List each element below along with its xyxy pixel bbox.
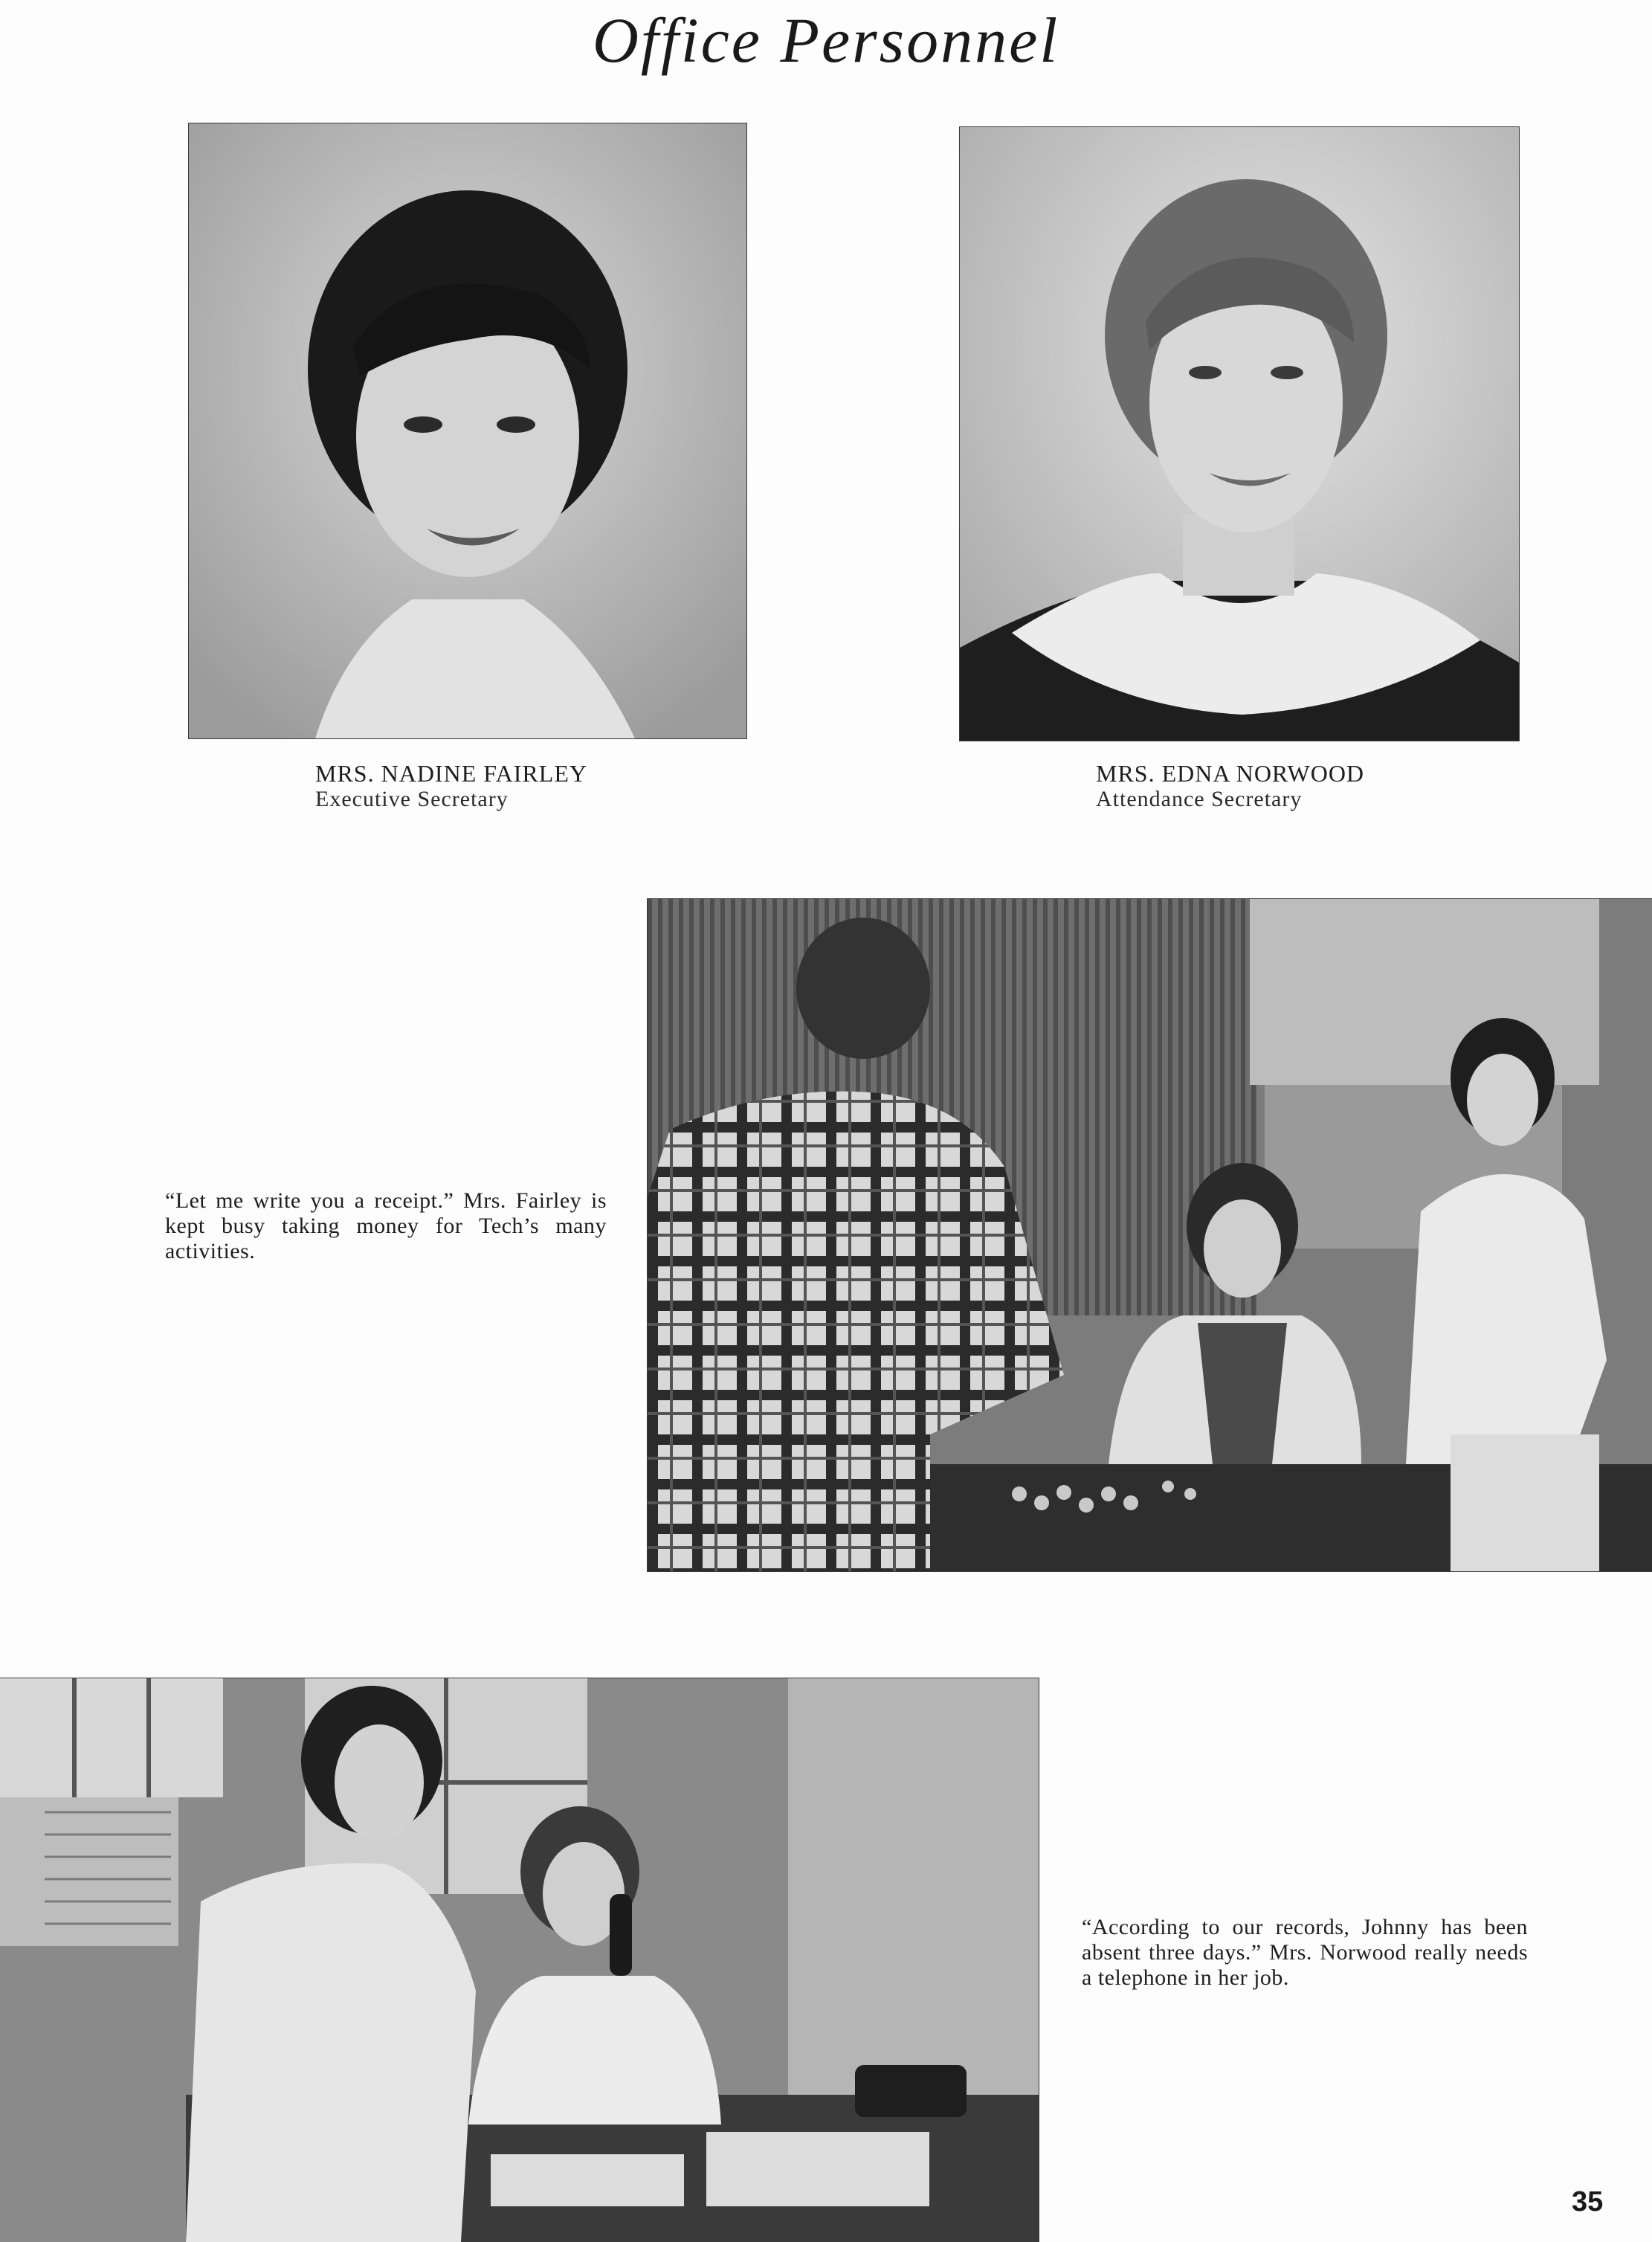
portrait-name: MRS. EDNA NORWOOD: [1096, 760, 1365, 787]
candid-photo-receipt: [647, 898, 1652, 1572]
portrait-photo-norwood: [959, 126, 1520, 741]
portrait-role: Attendance Secretary: [1096, 787, 1303, 811]
portrait-caption-norwood: [1096, 760, 1512, 812]
page-title: Office Personnel: [592, 4, 1060, 76]
page-number: 35: [1572, 2186, 1604, 2217]
candid-caption-receipt: “Let me write you a receipt.” Mrs. Fairley is kept busy taking money for Tech’s many activities.: [165, 1188, 607, 1263]
portrait-role: Executive Secretary: [315, 787, 509, 811]
portrait-caption-fairley: [315, 760, 732, 812]
portrait-name: MRS. NADINE FAIRLEY: [315, 760, 587, 787]
portrait-photo-fairley: [188, 123, 747, 739]
candid-photo-telephone: [0, 1678, 1039, 2242]
candid-caption-telephone: “According to our records, Johnny has been absent three days.” Mrs. Norwood really needs a telephone in her job.: [1082, 1915, 1528, 1990]
